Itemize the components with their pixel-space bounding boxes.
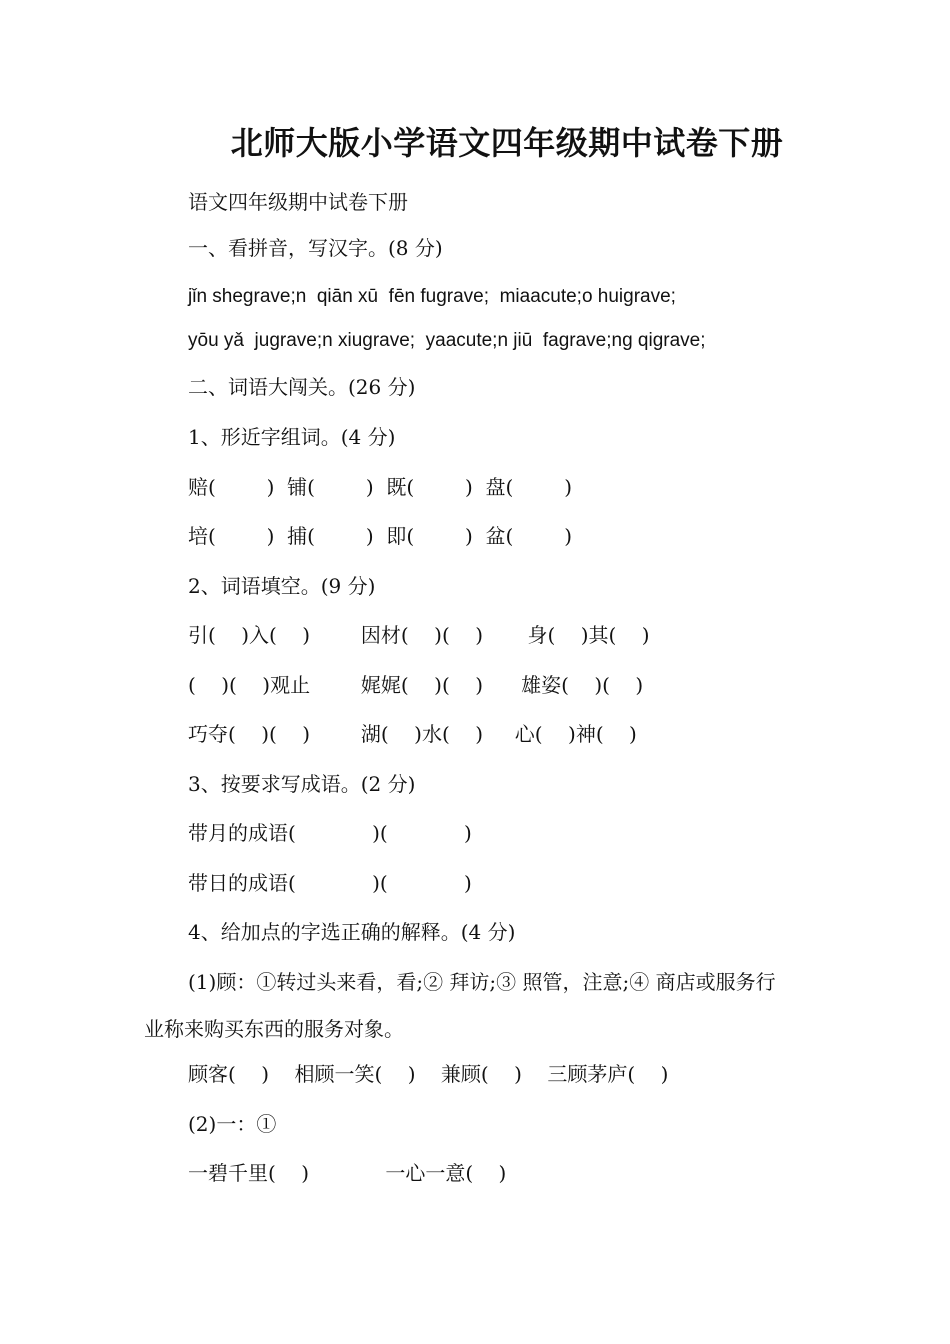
question-3-row-1: 带月的成语( )( ) <box>188 821 472 845</box>
question-4-part-1-definition-cont: 业称来购买东西的服务对象。 <box>144 1017 404 1041</box>
section-2-heading: 二、词语大闯关。(26 分) <box>188 375 416 399</box>
pinyin-line-2: yōu yǎ jugrave;n xiugrave; yaacute;n jiū fagrave;ng qigrave; <box>188 330 706 351</box>
pinyin-line-1: jǐn shegrave;n qiān xū fēn fugrave; miaacute;o huigrave; <box>188 286 676 307</box>
question-4-part-2-definition: (2)一：① <box>188 1112 277 1136</box>
question-4-part-2-words: 一碧千里( ) 一心一意( ) <box>188 1161 507 1185</box>
question-2-row-3: 巧夺( )( ) 湖( )水( ) 心( )神( ) <box>188 722 637 746</box>
question-2-row-2: ( )( )观止 娓娓( )( ) 雄姿( )( ) <box>188 673 644 697</box>
question-4-heading: 4、给加点的字选正确的解释。(4 分) <box>188 920 516 944</box>
question-1-row-1: 赔( ) 铺( ) 既( ) 盘( ) <box>188 475 573 499</box>
question-1-row-2: 培( ) 捕( ) 即( ) 盆( ) <box>188 524 573 548</box>
subtitle-line: 语文四年级期中试卷下册 <box>188 190 408 214</box>
question-3-row-2: 带日的成语( )( ) <box>188 871 472 895</box>
question-3-heading: 3、按要求写成语。(2 分) <box>188 772 416 796</box>
document-title: 北师大版小学语文四年级期中试卷下册 <box>230 124 784 162</box>
question-2-heading: 2、词语填空。(9 分) <box>188 574 376 598</box>
question-1-heading: 1、形近字组词。(4 分) <box>188 425 396 449</box>
question-4-part-1-definition: (1)顾：①转过头来看，看;② 拜访;③ 照管，注意;④ 商店或服务行 <box>188 970 776 994</box>
question-4-part-1-words: 顾客( ) 相顾一笑( ) 兼顾( ) 三顾茅庐( ) <box>188 1062 669 1086</box>
section-1-heading: 一、看拼音，写汉字。(8 分) <box>188 236 443 260</box>
question-2-row-1: 引( )入( ) 因材( )( ) 身( )其( ) <box>188 623 650 647</box>
